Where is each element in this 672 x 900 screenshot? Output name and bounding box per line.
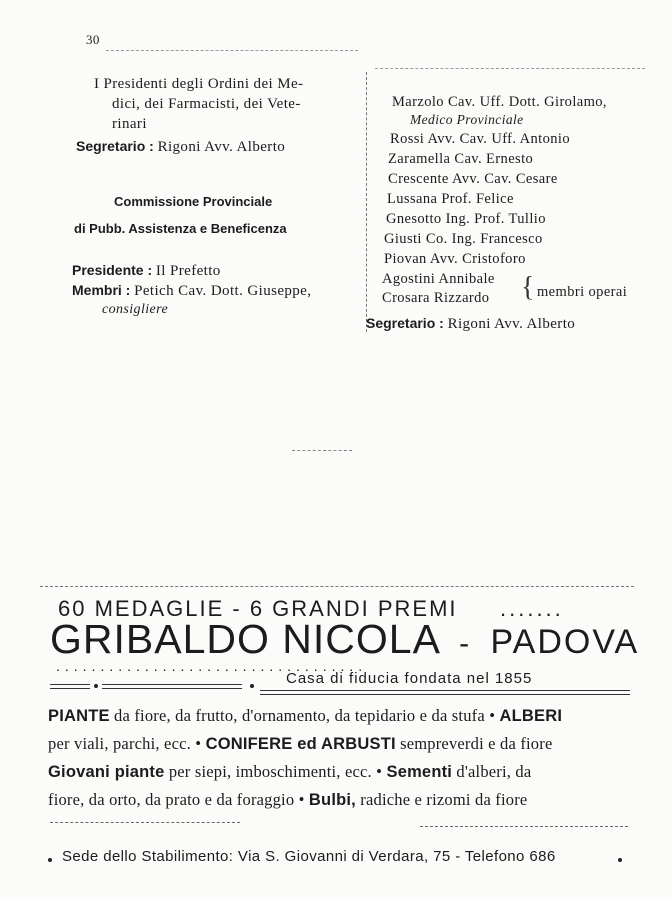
page-number: 30: [86, 32, 100, 47]
commission-title-1: Commissione Provinciale: [114, 194, 273, 209]
ornament-rule-mid-a: [102, 684, 242, 685]
secretary-label: Segretario :: [76, 138, 154, 154]
member-name: Giusti Co. Ing. Francesco: [384, 231, 543, 247]
secretary-label: Segretario :: [366, 315, 444, 331]
ornament-dot: [94, 684, 98, 688]
workers-note: membri operai: [537, 284, 628, 300]
right-secretary: [366, 315, 575, 333]
advert-line-1: [48, 706, 632, 726]
medico-role: Medico Provinciale: [410, 112, 524, 127]
advert-text: radiche e rizomi da fiore: [355, 790, 528, 809]
advert-text: per siepi, imboschimenti, ecc. •: [164, 762, 387, 781]
address-bullet: [618, 858, 622, 862]
presidents-line-1: I Presidenti degli Ordini dei Me-: [94, 76, 304, 92]
presidents-line-2: dici, dei Farmacisti, dei Vete-: [112, 96, 301, 112]
member-name: Lussana Prof. Felice: [387, 191, 514, 207]
advert-text: da fiore, da frutto, d'ornamento, da tepidario e da stufa •: [109, 706, 500, 725]
members-role: consigliere: [102, 302, 169, 317]
left-secretary: [76, 138, 285, 156]
member-name: Agostini Annibale: [382, 271, 495, 287]
medals-line: 60 MEDAGLIE - 6 GRANDI PREMI: [58, 596, 458, 621]
secretary-name: Rigoni Avv. Alberto: [157, 139, 286, 155]
commission-title-2: di Pubb. Assistenza e Beneficenza: [74, 221, 287, 236]
member-name: Rossi Avv. Cav. Uff. Antonio: [390, 131, 570, 147]
company-dash: -: [459, 627, 471, 660]
section-divider: [292, 450, 352, 451]
president-name: Il Prefetto: [155, 263, 221, 279]
presidents-line-3: rinari: [112, 116, 147, 132]
sementi-label: Sementi: [386, 763, 453, 781]
company-name: [50, 616, 639, 663]
commission-members: [72, 282, 311, 300]
alberi-label: ALBERI: [499, 707, 563, 725]
giovani-piante-label: Giovani piante: [48, 763, 165, 781]
medals-dots: .......: [500, 596, 564, 621]
ornament-dot: [250, 684, 254, 688]
company-city: PADOVA: [490, 623, 640, 661]
conifere-label: CONIFERE ed ARBUSTI: [205, 735, 396, 753]
company-name-text: GRIBALDO NICOLA: [50, 616, 439, 662]
president-label: Presidente :: [72, 262, 153, 278]
piante-label: PIANTE: [48, 707, 110, 725]
member-name: Gnesotto Ing. Prof. Tullio: [386, 211, 546, 227]
ornament-rule-left-b: [50, 688, 90, 689]
member-name: Crosara Rizzardo: [382, 290, 490, 306]
column-divider: [366, 72, 367, 332]
member-name: Marzolo Cav. Uff. Dott. Girolamo,: [392, 94, 607, 110]
member-name: Piovan Avv. Cristoforo: [384, 251, 526, 267]
ornament-rule-mid-b: [102, 688, 242, 689]
advert-text: per viali, parchi, ecc. •: [48, 734, 206, 753]
secretary-name: Rigoni Avv. Alberto: [447, 316, 576, 332]
address-rule-right: [420, 826, 628, 827]
address-rule-left: [50, 822, 240, 823]
address-bullet: [48, 858, 52, 862]
bulbi-label: Bulbi,: [308, 791, 356, 809]
commission-president: [72, 262, 221, 280]
advert-line-2: [48, 734, 632, 754]
header-rule-right: [375, 68, 645, 69]
members-name: Petich Cav. Dott. Giuseppe,: [134, 283, 312, 299]
founded-dots: ...................................: [56, 658, 368, 674]
ornament-rule-right-b: [260, 694, 630, 695]
address-line: Sede dello Stabilimento: Via S. Giovanni di Verdara, 75 - Telefono 686: [62, 848, 556, 865]
member-name: Zaramella Cav. Ernesto: [388, 151, 534, 167]
advert-line-3: [48, 762, 632, 782]
ornament-rule-left-a: [50, 684, 90, 685]
founded-line: Casa di fiducia fondata nel 1855: [286, 670, 533, 687]
advert-line-4: [48, 790, 632, 810]
advert-text: d'alberi, da: [452, 762, 532, 781]
advert-text: sempreverdi e da fiore: [395, 734, 553, 753]
member-name: Crescente Avv. Cav. Cesare: [388, 171, 558, 187]
advert-top-rule: [40, 586, 634, 587]
members-label: Membri :: [72, 282, 131, 298]
advert-text: fiore, da orto, da prato e da foraggio •: [48, 790, 309, 809]
header-rule: [106, 50, 358, 51]
ornament-rule-right-a: [260, 690, 630, 691]
brace-icon: {: [521, 272, 535, 303]
